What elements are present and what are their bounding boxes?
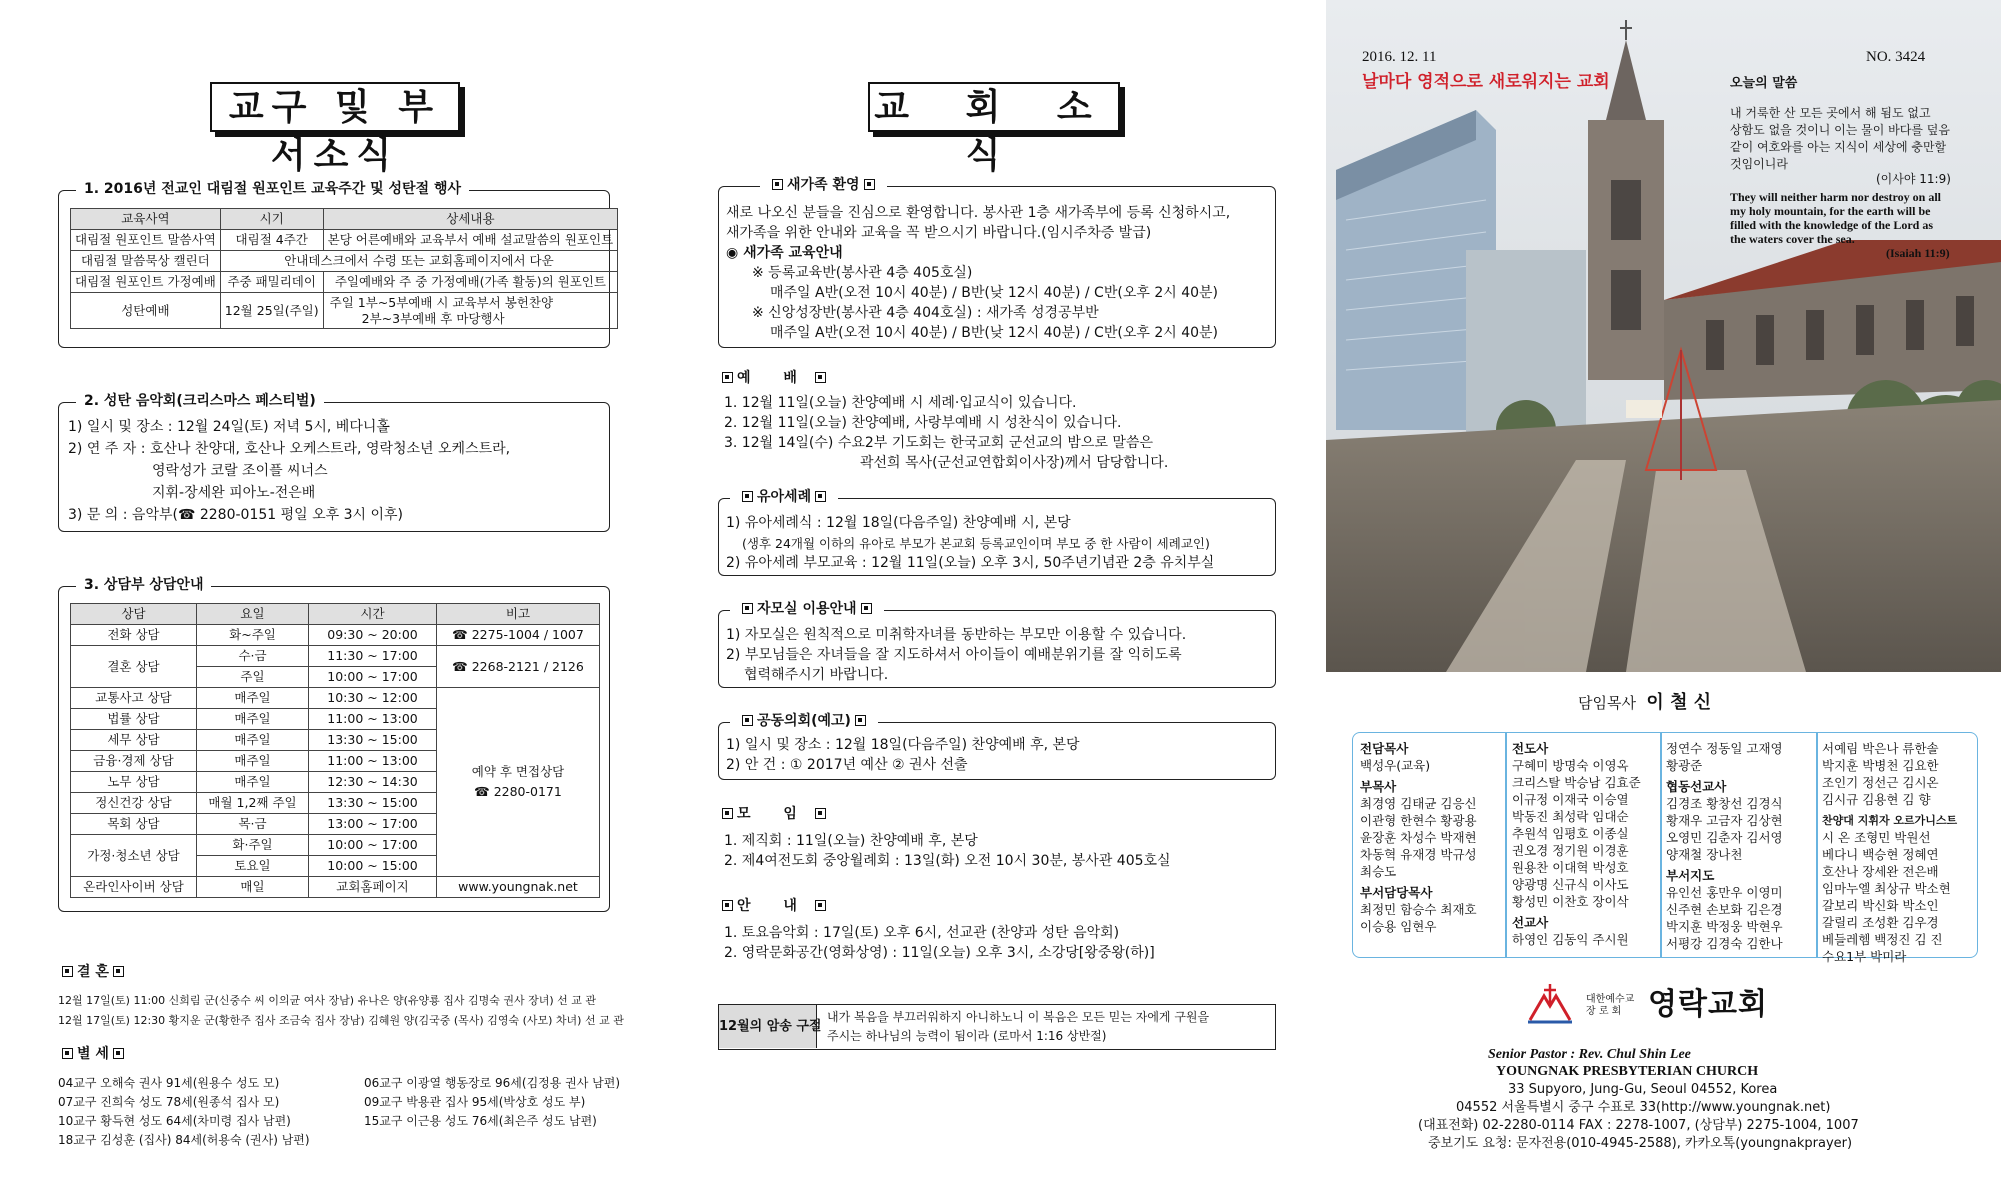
- welcome-line: 매주일 A반(오전 10시 40분) / B반(낮 12시 40분) / C반(오후 2시 40분): [770, 285, 1219, 301]
- today-word-line: 내 거룩한 산 모든 곳에서 해 됨도 없고: [1730, 106, 1931, 120]
- wedding-line: 12월 17일(토) 12:30 황지운 군(황한주 집사 조금숙 집사 장남) 김혜원 양(김국중 (목사) 김영숙 (사모) 차녀) 선 교 관: [58, 1014, 624, 1027]
- table-row: 성탄예배 12월 25일(주일) 주일 1부~5부예배 시 교육부서 봉헌찬양 2부~3부예배 후 마당행사: [71, 293, 618, 329]
- issue-number: NO. 3424: [1866, 49, 1926, 65]
- left-banner: 교구 및 부서소식: [210, 82, 460, 132]
- assembly-title: 공동의회(예고): [730, 712, 878, 730]
- today-word-line: 것임이니라: [1730, 157, 1788, 171]
- welcome-line: 새가족을 위한 안내와 교육을 꼭 받으시기 바랍니다.(임시주차증 발급): [726, 225, 1152, 241]
- mother-room-line: 협력해주시기 바랍니다.: [744, 667, 889, 683]
- staff-column-4: 서예림 박은나 류한솔 박지훈 박병천 김요한 조인기 정선근 김시온 김시규 김용현 김 향 찬양대 지휘자 오르가니스트 시 온 조형민 박원선 베다니 백승현 정혜연 호산나 장세완 전은배 임마누엘 최상규 박소현 갈보리 박신화 박소인 갈릴리 조성환 김우경 베들레헴 백정진 김 진 수요1부 박미라: [1822, 741, 1958, 964]
- table-row: 노무 상담 매주일 12:30 ~ 14:30: [71, 772, 600, 793]
- staff-divider: [1816, 732, 1818, 958]
- memory-verse-label: 12월의 암송 구절: [719, 1005, 817, 1048]
- worship-line: 1. 12월 11일(오늘) 찬양예배 시 세례·입교식이 있습니다.: [724, 395, 1077, 411]
- welcome-line: ◉ 새가족 교육안내: [726, 245, 843, 261]
- funeral-line: 07교구 진희숙 성도 78세(원종석 집사 모): [58, 1095, 280, 1109]
- infant-line: 1) 유아세례식 : 12월 18일(다음주일) 찬양예배 시, 본당: [726, 515, 1071, 531]
- concert-line: 1) 일시 및 장소 : 12월 24일(토) 저녁 5시, 베다니홀: [68, 419, 390, 435]
- table-header: 상세내용: [323, 209, 618, 230]
- today-word-line: 같이 여호와를 아는 지식이 세상에 충만할: [1730, 140, 1947, 154]
- table-row: 주일 10:00 ~ 17:00: [71, 667, 600, 688]
- cover-photo: [1326, 0, 2001, 672]
- funeral-heading: 별 세: [58, 1046, 128, 1064]
- table-header: 상담: [71, 604, 197, 625]
- table-header: 시기: [220, 209, 323, 230]
- worship-line: 3. 12월 14일(수) 수요2부 기도회는 한국교회 군선교의 밤으로 말씀은: [724, 435, 1153, 451]
- mother-room-line: 2) 부모님들은 자녀들을 잘 지도하셔서 아이들이 예배분위기를 잘 익히도록: [726, 647, 1182, 663]
- memory-verse-box: [718, 1004, 1276, 1050]
- church-photo-illustration: [1326, 0, 2001, 672]
- today-word-title: 오늘의 말씀: [1730, 76, 1798, 91]
- middle-banner: 교 회 소 식: [868, 82, 1120, 132]
- church-logo: [1520, 982, 1820, 1032]
- infant-line: 2) 유아세례 부모교육 : 12월 11일(오늘) 오후 3시, 50주년기념관 2층 유치부실: [726, 555, 1215, 571]
- today-word-en: the waters cover the sea.: [1730, 232, 1855, 246]
- table-row: 정신건강 상담 매월 1,2째 주일 13:30 ~ 15:00: [71, 793, 600, 814]
- advent-table: [70, 208, 618, 329]
- address-ko: 04552 서울특별시 중구 수표로 33(http://www.youngnak.net): [1456, 1100, 1831, 1115]
- table-row: 대림절 원포인트 가정예배 주중 패밀리데이 주일예배와 주 중 가정예배(가족 활동)의 원포인트: [71, 272, 618, 293]
- staff-divider: [1660, 732, 1662, 958]
- section-counsel-title: 3. 상담부 상담안내: [76, 576, 211, 594]
- address-en: 33 Supyoro, Jung-Gu, Seoul 04552, Korea: [1508, 1082, 1778, 1097]
- funeral-line: 06교구 이광열 행동장로 96세(김정용 권사 남편): [364, 1076, 621, 1090]
- staff-column-3: 정연수 정동일 고재영 황광준 협동선교사 김경조 황창선 김경식 황재우 고금자 김상현 오영민 김춘자 김서영 양재철 장나천 부서지도 유인선 홍만우 이영미 신주현 손보화 김은경 박지훈 박정웅 박현우 서평강 김경숙 김한나: [1666, 741, 1783, 951]
- staff-column-2: 전도사 구혜미 방명숙 이영옥 크리스탈 박승남 김효준 이규정 이재국 이승열 박동진 최성락 임대순 추원석 임평호 이종실 권오경 정기원 이경훈 원용찬 이대혁 박성호 양광명 신규식 이사도 황성민 이찬호 장이삭 선교사 하영인 김동익 주시원: [1512, 741, 1641, 947]
- table-row: 온라인사이버 상담 매일 교회홈페이지 www.youngnak.net: [71, 877, 600, 898]
- worship-line: 곽선희 목사(군선교연합회이사장)께서 담당합니다.: [860, 455, 1169, 471]
- english-church-name: YOUNGNAK PRESBYTERIAN CHURCH: [1496, 1064, 1759, 1079]
- table-row: 대림절 말씀묵상 캘린더 안내데스크에서 수령 또는 교회홈페이지에서 다운: [71, 251, 618, 272]
- english-pastor: Senior Pastor : Rev. Chul Shin Lee: [1488, 1047, 1691, 1062]
- table-row: 세무 상담 매주일 13:30 ~ 15:00: [71, 730, 600, 751]
- today-word-en-ref: (Isaiah 11:9): [1886, 246, 1950, 260]
- section-concert-title: 2. 성탄 음악회(크리스마스 페스티벌): [76, 392, 324, 410]
- welcome-line: 새로 나오신 분들을 진심으로 환영합니다. 봉사관 1층 새가족부에 등록 신청하시고,: [726, 205, 1231, 221]
- assembly-line: 2) 안 건 : ① 2017년 예산 ② 권사 선출: [726, 757, 968, 773]
- section-advent-title: 1. 2016년 전교인 대림절 원포인트 교육주간 및 성탄절 행사: [76, 180, 469, 198]
- funeral-line: 10교구 황득현 성도 64세(차미령 집사 남편): [58, 1114, 291, 1128]
- counsel-table: [70, 603, 600, 898]
- table-row: 토요일 10:00 ~ 15:00: [71, 856, 600, 877]
- church-emblem-icon: [1520, 982, 1580, 1028]
- concert-line: 3) 문 의 : 음악부(☎ 2280-0151 평일 오후 3시 이후): [68, 507, 404, 523]
- welcome-line: 매주일 A반(오전 10시 40분) / B반(낮 12시 40분) / C반(오후 2시 40분): [770, 325, 1219, 341]
- welcome-title: 새가족 환영: [760, 176, 887, 194]
- concert-line: 영락성가 코랄 조이플 씨너스: [152, 463, 328, 479]
- meeting-line: 1. 제직회 : 11일(오늘) 찬양예배 후, 본당: [724, 833, 978, 849]
- staff-divider: [1505, 732, 1507, 958]
- wedding-line: 12월 17일(토) 11:00 신희림 군(신중수 씨 이의균 여사 장남) 유나은 양(유양룡 집사 김명숙 권사 장녀) 선 교 관: [58, 994, 597, 1007]
- funeral-line: 15교구 이근용 성도 76세(최은주 성도 남편): [364, 1114, 597, 1128]
- infant-line: (생후 24개월 이하의 유아로 부모가 본교회 등록교인이며 부모 중 한 사람이 세례교인): [742, 536, 1210, 551]
- today-word-ref: (이사야 11:9): [1876, 172, 1951, 186]
- today-word-line: 상함도 없을 것이니 이는 물이 바다를 덮음: [1730, 123, 1950, 137]
- welcome-line: ※ 등록교육반(봉사관 4층 405호실): [752, 265, 973, 281]
- meeting-line: 2. 제4여전도회 중앙월례회 : 13일(화) 오전 10시 30분, 봉사관 405호실: [724, 853, 1171, 869]
- prayer-request: 중보기도 요청: 문자전용(010-4945-2588), 카카오톡(youngnakprayer): [1428, 1136, 1853, 1151]
- funeral-line: 04교구 오해숙 권사 91세(원용수 성도 모): [58, 1076, 280, 1090]
- table-row: 가정·청소년 상담 화·주일 10:00 ~ 17:00: [71, 835, 600, 856]
- table-header: 비고: [437, 604, 600, 625]
- table-row: 대림절 원포인트 말씀사역 대림절 4주간 본당 어른예배와 교육부서 예배 설교말씀의 원포인트: [71, 230, 618, 251]
- concert-line: 지휘-장세완 피아노-전은배: [152, 485, 316, 501]
- table-row: 전화 상담 화~주일 09:30 ~ 20:00 ☎ 2275-1004 / 1007: [71, 625, 600, 646]
- table-row: 목회 상담 목·금 13:00 ~ 17:00: [71, 814, 600, 835]
- issue-date: 2016. 12. 11: [1362, 49, 1437, 65]
- mother-room-title: 자모실 이용안내: [730, 600, 884, 618]
- today-word-en: They will neither harm nor destroy on all: [1730, 190, 1942, 204]
- table-row: 결혼 상담 수·금 11:30 ~ 17:00 ☎ 2268-2121 / 2126: [71, 646, 600, 667]
- phone-info: (대표전화) 02-2280-0114 FAX : 2278-1007, (상담부) 2275-1004, 1007: [1418, 1118, 1859, 1133]
- notice-line: 1. 토요음악회 : 17일(토) 오후 6시, 선교관 (찬양과 성탄 음악회): [724, 925, 1120, 941]
- welcome-line: ※ 신앙성장반(봉사관 4층 404호실) : 새가족 성경공부반: [752, 305, 1099, 321]
- wedding-heading: 결 혼: [58, 964, 128, 982]
- table-row: 교통사고 상담 매주일 10:30 ~ 12:00 예약 후 면접상담 ☎ 2280-0171: [71, 688, 600, 709]
- funeral-line: 09교구 박용관 집사 95세(박상호 성도 부): [364, 1095, 586, 1109]
- senior-pastor: 담임목사 이 철 신: [1578, 692, 1712, 713]
- logo-church-name: 영락교회: [1648, 987, 1768, 1022]
- infant-title: 유아세례: [730, 488, 838, 506]
- worship-line: 2. 12월 11일(오늘) 찬양예배, 사랑부예배 시 성찬식이 있습니다.: [724, 415, 1122, 431]
- staff-column-1: 전담목사 백성우(교육) 부목사 최경영 김태균 김응신 이관형 한현수 황광용 윤장훈 차성수 박재현 차동혁 유재경 박규성 최승도 부서담당목사 최정민 함승수 최재호 이승용 임현우: [1360, 741, 1477, 934]
- table-header: 교육사역: [71, 209, 221, 230]
- table-row: 법률 상담 매주일 11:00 ~ 13:00: [71, 709, 600, 730]
- memory-verse-line: 주시는 하나님의 능력이 됨이라 (로마서 1:16 상반절): [827, 1029, 1107, 1043]
- assembly-line: 1) 일시 및 장소 : 12월 18일(다음주일) 찬양예배 후, 본당: [726, 737, 1080, 753]
- today-word-en: filled with the knowledge of the Lord as: [1730, 218, 1934, 232]
- worship-heading: 예 배: [718, 370, 830, 388]
- mother-room-line: 1) 자모실은 원칙적으로 미취학자녀를 동반하는 부모만 이용할 수 있습니다.: [726, 627, 1187, 643]
- table-row: 금융·경제 상담 매주일 11:00 ~ 13:00: [71, 751, 600, 772]
- today-word-en: my holy mountain, for the earth will be: [1730, 204, 1931, 218]
- funeral-line: 18교구 김성훈 (집사) 84세(허용숙 (권사) 남편): [58, 1133, 310, 1147]
- logo-small-text: 대한예수교 장 로 회: [1586, 994, 1635, 1017]
- notice-heading: 안 내: [718, 898, 830, 916]
- church-slogan: 날마다 영적으로 새로워지는 교회: [1362, 72, 1610, 92]
- meeting-heading: 모 임: [718, 806, 830, 824]
- memory-verse-line: 내가 복음을 부끄러워하지 아니하노니 이 복음은 모든 믿는 자에게 구원을: [827, 1010, 1210, 1024]
- notice-line: 2. 영락문화공간(영화상영) : 11일(오늘) 오후 3시, 소강당[왕중왕(하)]: [724, 945, 1155, 961]
- table-header: 요일: [197, 604, 309, 625]
- concert-line: 2) 연 주 자 : 호산나 찬양대, 호산나 오케스트라, 영락청소년 오케스트라,: [68, 441, 511, 457]
- table-header: 시간: [309, 604, 437, 625]
